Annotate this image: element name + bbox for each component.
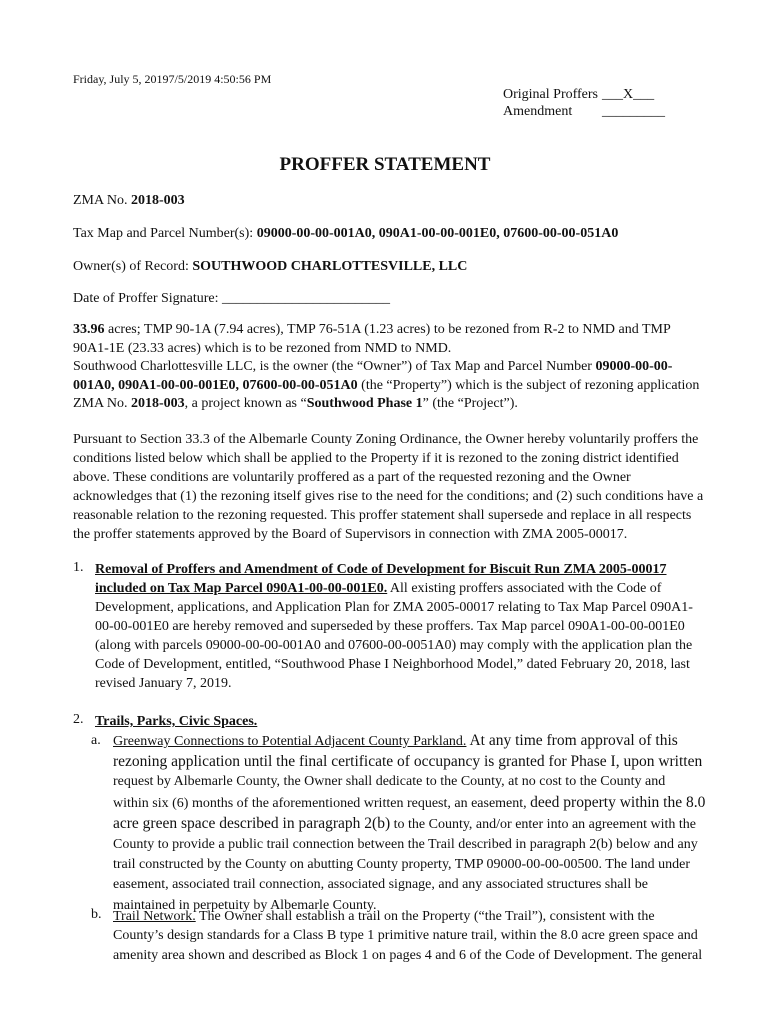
item-2a-letter: a. bbox=[91, 733, 101, 748]
signature-date-blank: ________________________ bbox=[222, 291, 391, 306]
intro-line-5b: , a project known as “ bbox=[184, 396, 307, 411]
intro-line-4: (the “Property”) which is the subject of rezoning application bbox=[357, 377, 700, 393]
item-1-line: revised January 7, 2019. bbox=[95, 676, 232, 691]
item-2a-line: acre green space described in paragraph 2(b) bbox=[113, 814, 391, 832]
owner-label: Owner(s) of Record: bbox=[73, 259, 193, 274]
intro-line-2: 90A1-1E (23.33 acres) which is to be rezoned from NMD to NMD. bbox=[73, 340, 452, 356]
project-name: Southwood Phase 1 bbox=[306, 396, 423, 411]
item-2a-line: request by Albemarle County, the Owner shall dedicate to the County, at no cost to the County and bbox=[113, 774, 666, 790]
item-2b bbox=[113, 907, 713, 965]
item-1-line: 00-00-001E0 are hereby removed and superseded by these proffers. Tax Map parcel 090A1-00-00-001E0 bbox=[95, 619, 685, 634]
amendment-row bbox=[503, 103, 665, 120]
item-2b-heading: Trail Network. bbox=[113, 909, 196, 924]
item-1-heading: Removal of Proffers and Amendment of Code of Development for Biscuit Run ZMA 2005-00017 bbox=[95, 562, 667, 577]
item-2a-text: At any time from approval of this bbox=[466, 732, 678, 749]
item-2a-line: to the County, and/or enter into an agreement with the bbox=[390, 816, 696, 832]
zma-line bbox=[73, 193, 185, 209]
pursuant-line: above. These conditions are voluntarily proffered as a part of the requested rezoning and the Owner bbox=[73, 470, 631, 485]
item-2b-letter: b. bbox=[91, 907, 102, 922]
pursuant-line: reasonable relation to the rezoning requested. This proffer statement shall supersede and replace in all respects bbox=[73, 508, 692, 523]
item-1 bbox=[95, 560, 715, 693]
item-1-line: Development, applications, and Application Plan for ZMA 2005-00017 relating to Tax Map Parcel 090A1- bbox=[95, 600, 693, 615]
item-2a-heading: Greenway Connections to Potential Adjacent County Parkland. bbox=[113, 734, 467, 749]
pursuant-paragraph bbox=[73, 430, 713, 544]
item-2a-line: deed property within the 8.0 bbox=[530, 793, 706, 811]
item-2b-line: amenity area shown and described as Block 1 on pages 4 and 6 of the Code of Development. The general bbox=[113, 947, 703, 963]
tax-map-label: Tax Map and Parcel Number(s): bbox=[73, 226, 257, 241]
pursuant-line: conditions listed below which shall be applied to the Property if it is rezoned to the zoning district identified bbox=[73, 451, 679, 466]
tax-map-line bbox=[73, 226, 618, 242]
intro-paragraph bbox=[73, 321, 713, 414]
item-2b-text: The Owner shall establish a trail on the Property (“the Trail”), consistent with the bbox=[195, 909, 655, 924]
signature-date-line bbox=[73, 291, 390, 307]
item-2a-line: within six (6) months of the aforementioned written request, an easement, bbox=[113, 795, 531, 811]
item-2-heading-wrap bbox=[95, 712, 715, 731]
item-2-heading: Trails, Parks, Civic Spaces. bbox=[95, 714, 258, 729]
intro-parcel-2: 001A0, 090A1-00-00-001E0, 07600-00-00-051A0 bbox=[73, 377, 358, 393]
amendment-label: Amendment bbox=[503, 104, 573, 119]
pursuant-line: acknowledges that (1) the rezoning itself gives rise to the need for the conditions; and (2) such conditions have a bbox=[73, 489, 704, 504]
zma-label: ZMA No. bbox=[73, 193, 131, 208]
item-2a-line: County to provide a public trail connection between the Trail described in paragraph 2(b) below and any bbox=[113, 837, 698, 853]
intro-parcel-1: 09000-00-00- bbox=[595, 359, 673, 374]
intro-line-3: Southwood Charlottesville LLC, is the owner (the “Owner”) of Tax Map and Parcel Number bbox=[73, 359, 596, 374]
print-timestamp: Friday, July 5, 20197/5/2019 4:50:56 PM bbox=[73, 72, 272, 86]
zma-value: 2018-003 bbox=[130, 193, 185, 208]
intro-zma: 2018-003 bbox=[130, 396, 185, 411]
acreage-value: 33.96 bbox=[73, 322, 105, 337]
document-title: PROFFER STATEMENT bbox=[279, 154, 491, 175]
item-2a-line: rezoning application until the final certificate of occupancy is granted for Phase I, upon written bbox=[113, 753, 703, 771]
tax-map-value: 09000-00-00-001A0, 090A1-00-00-001E0, 07600-00-00-051A0 bbox=[256, 226, 619, 241]
item-1-text: All existing proffers associated with the Code of bbox=[387, 581, 662, 596]
owner-value: SOUTHWOOD CHARLOTTESVILLE, LLC bbox=[192, 259, 468, 274]
item-2-number: 2. bbox=[73, 712, 84, 727]
intro-line-5a: ZMA No. bbox=[73, 396, 131, 411]
original-proffers-value: ___X___ bbox=[602, 87, 655, 102]
item-1-heading-cont: included on Tax Map Parcel 090A1-00-00-001E0. bbox=[95, 581, 388, 596]
amendment-value: _________ bbox=[602, 104, 665, 119]
signature-date-label: Date of Proffer Signature: bbox=[73, 291, 223, 306]
intro-line-1: acres; TMP 90-1A (7.94 acres), TMP 76-51A (1.23 acres) to be rezoned from R-2 to NMD and TMP bbox=[104, 322, 671, 337]
original-proffers-label: Original Proffers bbox=[503, 87, 598, 102]
item-1-number: 1. bbox=[73, 560, 84, 575]
item-2b-line: County’s design standards for a Class B type 1 primitive nature trail, within the 8.0 acre green space and bbox=[113, 928, 698, 944]
item-2a-line: trail constructed by the County on abutting County property, TMP 09000-00-00-00500. The land under bbox=[113, 857, 691, 873]
item-1-line: (along with parcels 09000-00-00-001A0 and 07600-00-0051A0) may comply with the application plan the bbox=[95, 638, 693, 653]
proffer-type-box bbox=[503, 86, 665, 120]
original-proffers-row bbox=[503, 86, 665, 103]
pursuant-line: the proffer statements approved by the Board of Supervisors in connection with ZMA 2005-00017. bbox=[73, 527, 628, 542]
item-2a bbox=[113, 731, 713, 916]
owner-line bbox=[73, 259, 467, 275]
item-1-line: Code of Development, entitled, “Southwood Phase I Neighborhood Model,” dated February 20, 2018, last bbox=[95, 657, 690, 672]
intro-line-5c: ” (the “Project”). bbox=[422, 396, 518, 411]
item-2a-line: easement, associated trail connection, associated signage, and any associated structures shall be bbox=[113, 877, 648, 893]
pursuant-line: Pursuant to Section 33.3 of the Albemarle County Zoning Ordinance, the Owner hereby voluntarily proffers the bbox=[73, 432, 699, 447]
item-2a-line: maintained in perpetuity by Albemarle County. bbox=[113, 897, 377, 913]
